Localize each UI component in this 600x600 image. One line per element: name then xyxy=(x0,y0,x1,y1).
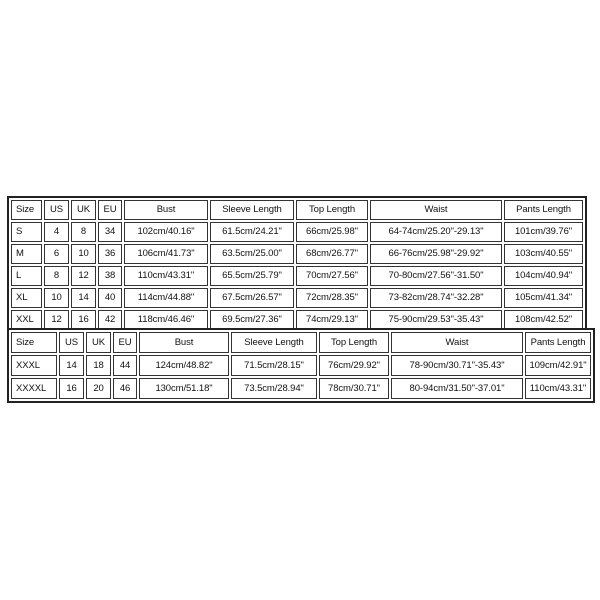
cell-top-length: 68cm/26.77" xyxy=(296,244,368,264)
cell-pants-length: 108cm/42.52" xyxy=(504,310,583,330)
cell-sleeve-length: 71.5cm/28.15" xyxy=(231,355,317,376)
cell-us: 10 xyxy=(44,288,69,308)
cell-sleeve-length: 61.5cm/24.21" xyxy=(210,222,294,242)
table-row xyxy=(11,378,591,399)
cell-waist: 75-90cm/29.53"-35.43" xyxy=(370,310,502,330)
cell-eu: 46 xyxy=(113,378,137,399)
cell-size: XXL xyxy=(11,310,42,330)
cell-bust: 110cm/43.31" xyxy=(124,266,208,286)
cell-top-length: 66cm/25.98" xyxy=(296,222,368,242)
cell-bust: 114cm/44.88" xyxy=(124,288,208,308)
header-top-length: Top Length xyxy=(296,200,368,220)
cell-size: S xyxy=(11,222,42,242)
table-row xyxy=(11,266,583,286)
cell-us: 12 xyxy=(44,310,69,330)
header-uk: UK xyxy=(71,200,96,220)
cell-bust: 102cm/40.16" xyxy=(124,222,208,242)
cell-eu: 42 xyxy=(98,310,122,330)
cell-waist: 78-90cm/30.71"-35.43" xyxy=(391,355,523,376)
cell-top-length: 70cm/27.56" xyxy=(296,266,368,286)
cell-top-length: 76cm/29.92" xyxy=(319,355,389,376)
cell-waist: 64-74cm/25.20"-29.13" xyxy=(370,222,502,242)
cell-waist: 70-80cm/27.56"-31.50" xyxy=(370,266,502,286)
cell-eu: 40 xyxy=(98,288,122,308)
cell-size: L xyxy=(11,266,42,286)
cell-waist: 66-76cm/25.98"-29.92" xyxy=(370,244,502,264)
cell-uk: 16 xyxy=(71,310,96,330)
cell-bust: 118cm/46.46" xyxy=(124,310,208,330)
cell-us: 4 xyxy=(44,222,69,242)
header-waist: Waist xyxy=(370,200,502,220)
table-row xyxy=(11,244,583,264)
cell-waist: 80-94cm/31.50"-37.01" xyxy=(391,378,523,399)
header-bust: Bust xyxy=(124,200,208,220)
table-row xyxy=(11,288,583,308)
cell-uk: 14 xyxy=(71,288,96,308)
header-waist: Waist xyxy=(391,332,523,353)
cell-size: XXXXL xyxy=(11,378,57,399)
table-row xyxy=(11,310,583,330)
cell-sleeve-length: 69.5cm/27.36" xyxy=(210,310,294,330)
size-chart-table-2 xyxy=(7,328,595,403)
cell-eu: 44 xyxy=(113,355,137,376)
header-eu: EU xyxy=(113,332,137,353)
header-us: US xyxy=(59,332,84,353)
header-us: US xyxy=(44,200,69,220)
cell-uk: 12 xyxy=(71,266,96,286)
cell-sleeve-length: 73.5cm/28.94" xyxy=(231,378,317,399)
cell-us: 6 xyxy=(44,244,69,264)
cell-uk: 8 xyxy=(71,222,96,242)
cell-top-length: 72cm/28.35" xyxy=(296,288,368,308)
header-eu: EU xyxy=(98,200,122,220)
header-top-length: Top Length xyxy=(319,332,389,353)
cell-sleeve-length: 67.5cm/26.57" xyxy=(210,288,294,308)
cell-pants-length: 105cm/41.34" xyxy=(504,288,583,308)
cell-top-length: 74cm/29.13" xyxy=(296,310,368,330)
header-sleeve-length: Sleeve Length xyxy=(231,332,317,353)
cell-sleeve-length: 63.5cm/25.00" xyxy=(210,244,294,264)
cell-uk: 18 xyxy=(86,355,111,376)
cell-size: XL xyxy=(11,288,42,308)
cell-size: XXXL xyxy=(11,355,57,376)
cell-waist: 73-82cm/28.74"-32.28" xyxy=(370,288,502,308)
cell-us: 16 xyxy=(59,378,84,399)
size-chart-table-1 xyxy=(7,196,587,334)
header-size: Size xyxy=(11,200,42,220)
cell-us: 14 xyxy=(59,355,84,376)
cell-pants-length: 104cm/40.94" xyxy=(504,266,583,286)
header-bust: Bust xyxy=(139,332,229,353)
cell-pants-length: 109cm/42.91" xyxy=(525,355,591,376)
cell-pants-length: 110cm/43.31" xyxy=(525,378,591,399)
cell-eu: 36 xyxy=(98,244,122,264)
header-uk: UK xyxy=(86,332,111,353)
cell-pants-length: 101cm/39.76" xyxy=(504,222,583,242)
cell-top-length: 78cm/30.71" xyxy=(319,378,389,399)
header-pants-length: Pants Length xyxy=(504,200,583,220)
cell-bust: 124cm/48.82" xyxy=(139,355,229,376)
table-header-row xyxy=(11,332,591,353)
cell-bust: 106cm/41.73" xyxy=(124,244,208,264)
cell-eu: 38 xyxy=(98,266,122,286)
table-row xyxy=(11,222,583,242)
cell-sleeve-length: 65.5cm/25.79" xyxy=(210,266,294,286)
cell-uk: 20 xyxy=(86,378,111,399)
table-row xyxy=(11,355,591,376)
cell-bust: 130cm/51.18" xyxy=(139,378,229,399)
cell-uk: 10 xyxy=(71,244,96,264)
cell-us: 8 xyxy=(44,266,69,286)
header-size: Size xyxy=(11,332,57,353)
cell-pants-length: 103cm/40.55" xyxy=(504,244,583,264)
header-pants-length: Pants Length xyxy=(525,332,591,353)
cell-eu: 34 xyxy=(98,222,122,242)
cell-size: M xyxy=(11,244,42,264)
header-sleeve-length: Sleeve Length xyxy=(210,200,294,220)
table-header-row xyxy=(11,200,583,220)
